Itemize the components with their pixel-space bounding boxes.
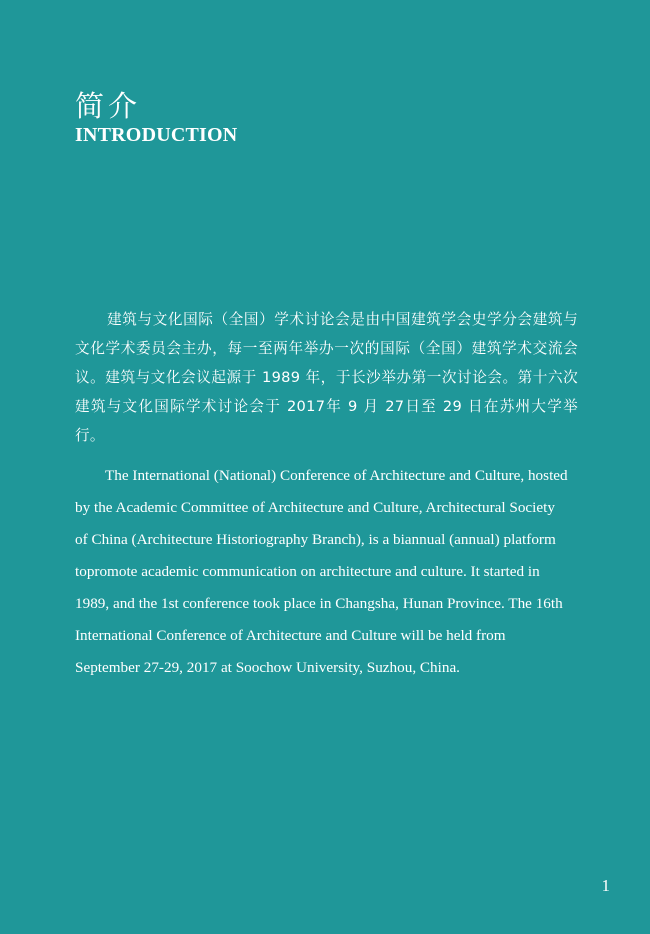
intro-body [75,305,578,684]
intro-paragraph-en-line: topromote academic communication on architecture and culture. It started in [75,563,540,580]
intro-paragraph-en-line: September 27-29, 2017 at Soochow University, Suzhou, China. [75,659,460,676]
page-title-cn: 简介 [75,89,142,123]
title-block [75,86,237,147]
intro-paragraph-en-line: The International (National) Conference of Architecture and Culture, hosted [105,467,568,484]
intro-paragraph-en-line: of China (Architecture Historiography Branch), is a biannual (annual) platform [75,531,556,548]
page-title-en: INTRODUCTION [75,124,238,146]
intro-paragraph-en-line: 1989, and the 1st conference took place in Changsha, Hunan Province. The 16th [75,595,563,612]
intro-paragraph-cn: 建筑与文化国际（全国）学术讨论会是由中国建筑学会史学分会建筑与文化学术委员会主办，每一至两年举办一次的国际（全国）建筑学术交流会议。建筑与文化会议起源于 1989 年，于长沙举办第一次讨论会。第十六次建筑与文化国际学术讨论会于 2017年 9 月 27日至 29 日在苏州大学举行。 [75,311,578,444]
intro-paragraph-en-line: International Conference of Architecture and Culture will be held from [75,627,506,644]
intro-paragraph-en-line: by the Academic Committee of Architecture and Culture, Architectural Society [75,499,555,516]
page-number: 1 [601,876,610,895]
intro-paragraph-en [75,460,578,684]
